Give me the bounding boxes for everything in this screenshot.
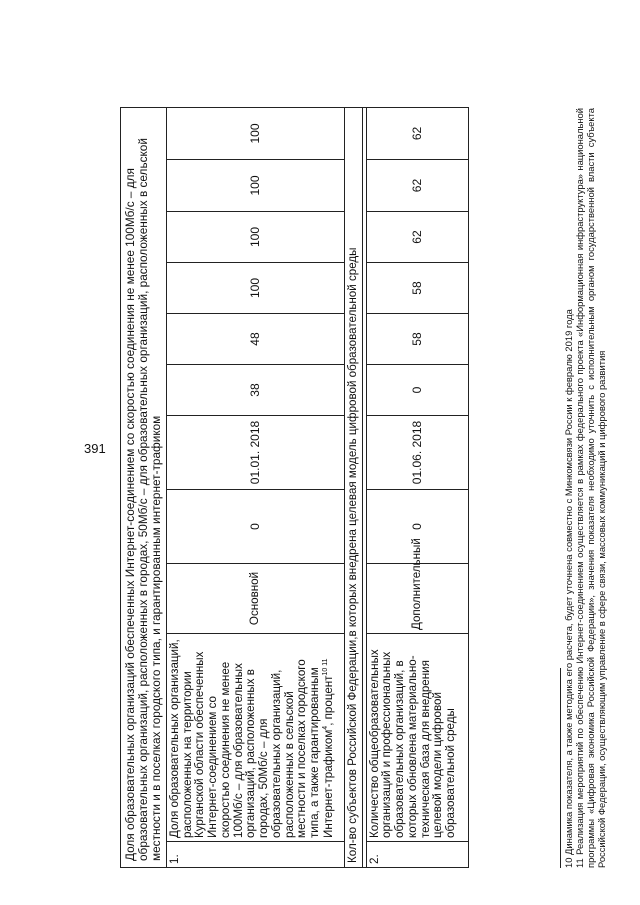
base-value: 0 — [366, 490, 468, 564]
footnote-divider — [560, 668, 561, 868]
footnote-10: 10 Динамика показателя, а также методика его расчета, будет уточнена совместно с Минкомсвязи России к февралю 2019 года — [563, 309, 574, 868]
base-date: 01.06. 2018 — [366, 416, 468, 490]
indicator-type: Дополнительный — [366, 564, 468, 634]
row-number: 1. — [166, 842, 344, 868]
row-number: 2. — [366, 842, 468, 868]
table-row — [166, 107, 344, 867]
value-2021: 100 — [166, 263, 344, 314]
value-2024: 62 — [366, 107, 468, 159]
rotated-page — [120, 23, 620, 868]
value-2020: 58 — [366, 314, 468, 365]
indicator-name: Количество общеобразовательных организаций и профессиональных образовательных организаций, в которых обновлена материально-техническая база для внедрения целевой модели цифровой образовательной среды — [366, 634, 468, 842]
value-2019: 38 — [166, 365, 344, 416]
indicator-type: Основной — [166, 564, 344, 634]
value-2023: 62 — [366, 160, 468, 212]
table-row — [366, 107, 468, 867]
value-2022: 62 — [366, 212, 468, 263]
subheader: Кол-во субъектов Российской Федерации,в которых внедрена целевая модель цифровой образовательной среды — [344, 107, 362, 867]
indicator-name: Доля образовательных организаций, расположенных на территории Курганской области обеспеченных Интернет-соединением со скоростью соединения не менее 100Мб/с – для образовательных организаций, расположенных в городах, 50Мб/с – для образовательных организаций, расположенных в сельской местности и поселках городского типа, а также гарантированным Интернет-трафиком$^4$, процент$^{10 11}$ — [166, 634, 344, 842]
footnote-11: 11 Реализация мероприятий по обеспечению Интернет-соединением осуществляется в рамках федерального проекта «Информационная инфраструктура» национальной программы «Цифровая экономика Российской Федерации», значения показателя необходимо уточнить с исполнительным органом государственной власти субъекта Российской Федерации, осуществляющим управление в сфере связи, массовых коммуникаций и цифрового развития — [574, 108, 608, 868]
indicators-table-wrap — [120, 108, 469, 868]
value-2021: 58 — [366, 263, 468, 314]
value-2024: 100 — [166, 107, 344, 159]
indicators-table — [120, 107, 469, 868]
footnotes — [560, 108, 607, 868]
value-2019: 0 — [366, 365, 468, 416]
value-2022: 100 — [166, 212, 344, 263]
page-number: 391 — [84, 441, 106, 456]
value-2020: 48 — [166, 314, 344, 365]
base-value: 0 — [166, 490, 344, 564]
value-2023: 100 — [166, 160, 344, 212]
section-header: Доля образовательных организаций обеспеченных Интернет-соединением со скоростью соединения не менее 100Мб/с – для образовательных организаций, расположенных в городах, 50Мб/с – для образовательных организаций, расположенных в сельской местности и в поселках городского типа, и гарантированным интернет-трафиком — [121, 107, 167, 867]
base-date: 01.01. 2018 — [166, 416, 344, 490]
